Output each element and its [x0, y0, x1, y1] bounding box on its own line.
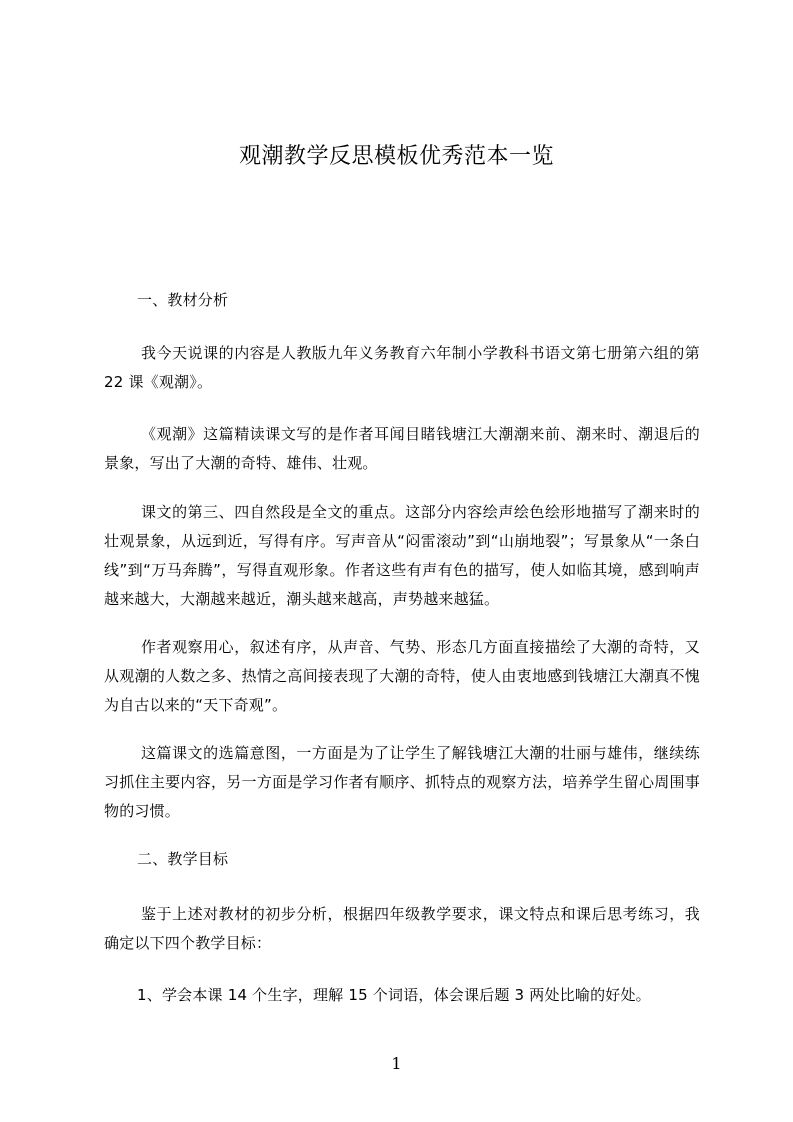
- section-heading-teaching-goals: 二、教学目标: [137, 850, 229, 868]
- page-number: 1: [391, 1054, 402, 1073]
- section-heading-teaching-material: 一、教材分析: [137, 291, 229, 309]
- document-title: 观潮教学反思模板优秀范本一览: [238, 144, 554, 169]
- paragraph-key-sections: 课文的第三、四自然段是全文的重点。这部分内容绘声绘色绘形地描写了潮来时的壮观景象，从远到近，写得有序。写声音从“闷雷滚动”到“山崩地裂”；写景象从“一条白线”到“万马奔腾”，写得直观形象。作者这些有声有色的描写，使人如临其境，感到响声越来越大，大潮越来越近，潮头越来越高，声势越来越猛。: [104, 503, 700, 608]
- list-item-goal-1: 1、学会本课 14 个生字，理解 15 个词语，体会课后题 3 两处比喻的好处。: [137, 986, 651, 1004]
- paragraph-selection-intent: 这篇课文的选篇意图，一方面是为了让学生了解钱塘江大潮的壮丽与雄伟，继续练习抓住主要内容，另一方面是学习作者有顺序、抓特点的观察方法，培养学生留心周围事物的习惯。: [104, 744, 700, 820]
- paragraph-lesson-intro: 我今天说课的内容是人教版九年义务教育六年制小学教科书语文第七册第六组的第 22 课《观潮》。: [104, 344, 700, 391]
- paragraph-author-observation: 作者观察用心，叙述有序，从声音、气势、形态几方面直接描绘了大潮的奇特，又从观潮的人数之多、热情之高间接表现了大潮的奇特，使人由衷地感到钱塘江大潮真不愧为自古以来的“天下奇观”。: [104, 638, 700, 714]
- paragraph-goals-intro: 鉴于上述对教材的初步分析，根据四年级教学要求，课文特点和课后思考练习，我确定以下四个教学目标：: [104, 905, 700, 952]
- paragraph-text-summary: 《观潮》这篇精读课文写的是作者耳闻目睹钱塘江大潮潮来前、潮来时、潮退后的景象，写出了大潮的奇特、雄伟、壮观。: [104, 425, 700, 472]
